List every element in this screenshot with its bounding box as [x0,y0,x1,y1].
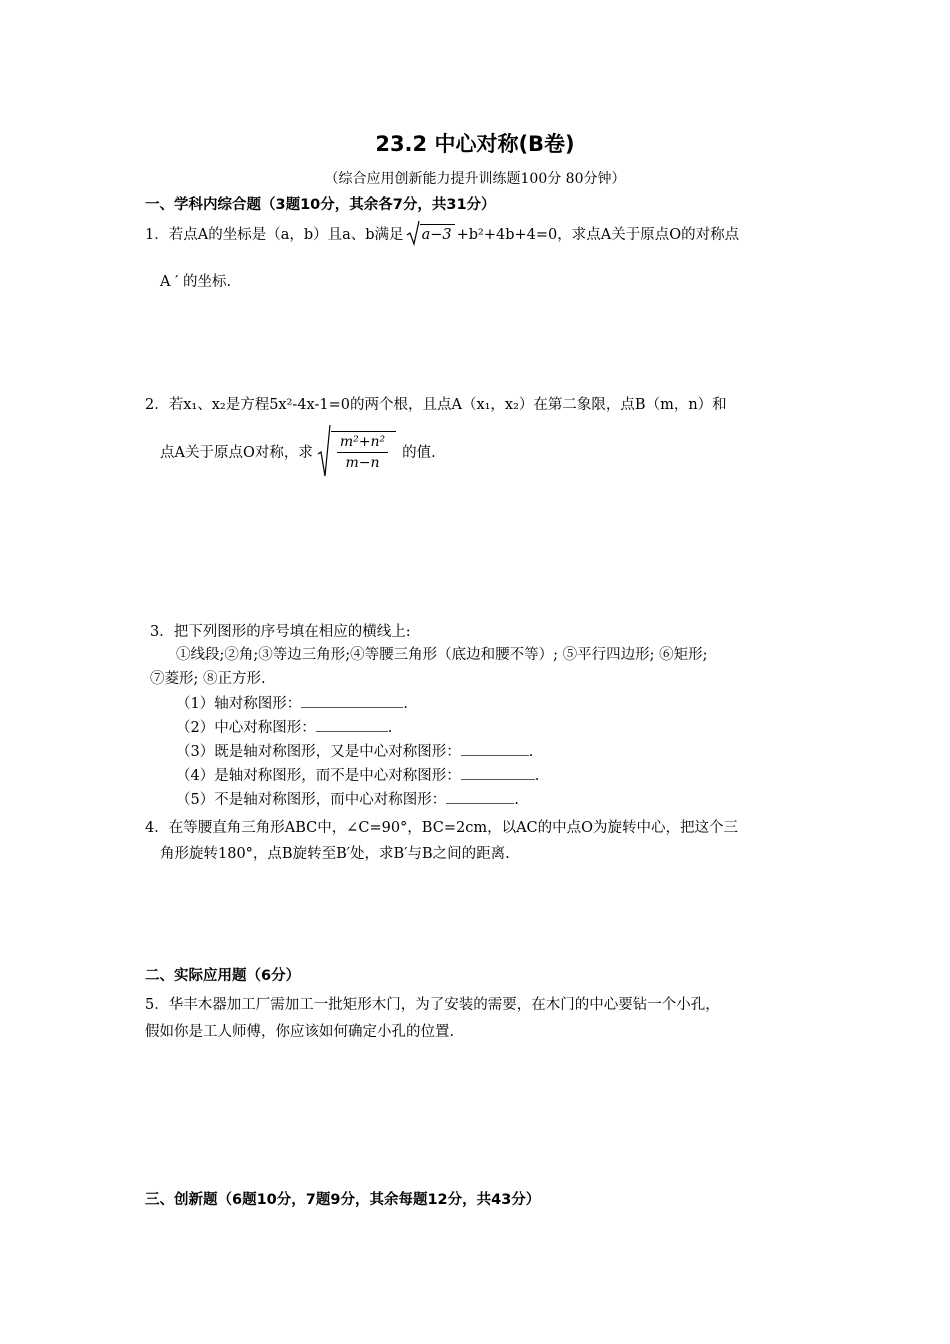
answer-blank[interactable] [461,767,535,780]
question-3-part-1 [176,692,408,713]
question-3-part-3 [176,740,533,761]
question-3-part-2 [176,716,392,737]
fraction-numerator: m²+n² [337,434,388,453]
question-3-part-4 [176,764,539,785]
question-5-line-2: 假如你是工人师傅，你应该如何确定小孔的位置. [145,1024,455,1040]
question-2-line-2 [160,424,436,478]
question-2-text-post: 的值. [402,444,436,461]
question-1-text-post: +b²+4b+4=0，求点A关于原点O的对称点 [456,226,740,243]
sqrt-expression [406,220,455,246]
question-2-line-1: 2．若x₁、x₂是方程5x²-4x-1=0的两个根，且点A（x₁，x₂）在第二象限，点B（m，n）和 [145,397,727,413]
page-subtitle: （综合应用创新能力提升训练题100分 80分钟） [324,171,626,187]
question-4-line-1: 4．在等腰直角三角形ABC中，∠C=90°，BC=2cm，以AC的中点O为旋转中心，把这个三 [145,820,739,836]
part-label: （3）既是轴对称图形，又是中心对称图形： [176,744,461,760]
question-1 [145,220,739,246]
radical-sign-icon [406,220,420,246]
sqrt-fraction [317,424,396,478]
radical-sign-icon [317,424,331,478]
answer-blank[interactable] [316,719,388,732]
section-3-heading: 三、创新题（6题10分，7题9分，其余每题12分，共43分） [145,1192,541,1208]
page-title: 23.2 中心对称(B卷) [375,132,575,156]
question-3-options-2: ⑦菱形; ⑧正方形. [150,671,266,687]
section-2-heading: 二、实际应用题（6分） [145,968,301,984]
period: . [403,696,408,712]
answer-blank[interactable] [301,695,403,708]
question-3-intro: 3．把下列图形的序号填在相应的横线上: [150,624,411,640]
part-label: （4）是轴对称图形，而不是中心对称图形： [176,768,461,784]
part-label: （5）不是轴对称图形，而中心对称图形： [176,792,447,808]
question-2-text-pre: 点A关于原点O对称，求 [160,444,313,461]
question-1-line-2: A ′ 的坐标. [160,274,232,290]
sqrt-radicand: a−3 [420,224,455,243]
fraction-denominator: m−n [345,455,380,471]
period: . [387,720,393,736]
question-1-text-pre: 1．若点A的坐标是（a，b）且a、b满足 [145,226,404,243]
question-4-line-2: 角形旋转180°，点B旋转至B′处，求B′与B之间的距离. [160,846,510,862]
fraction [337,434,388,471]
section-1-heading: 一、学科内综合题（3题10分，其余各7分，共31分） [145,197,496,213]
part-label: （2）中心对称图形： [176,720,316,736]
answer-blank[interactable] [461,743,529,756]
question-3-options-1: ①线段;②角;③等边三角形;④等腰三角形（底边和腰不等）; ⑤平行四边形; ⑥矩形; [176,647,708,663]
period: . [528,744,534,760]
answer-blank[interactable] [446,791,514,804]
question-3-part-5 [176,788,519,809]
part-label: （1）轴对称图形： [176,696,302,712]
question-5-line-1: 5．华丰木器加工厂需加工一批矩形木门，为了安装的需要，在木门的中心要钻一个小孔， [145,997,720,1013]
radicand-box [331,431,396,471]
period: . [534,768,540,784]
period: . [514,792,519,808]
